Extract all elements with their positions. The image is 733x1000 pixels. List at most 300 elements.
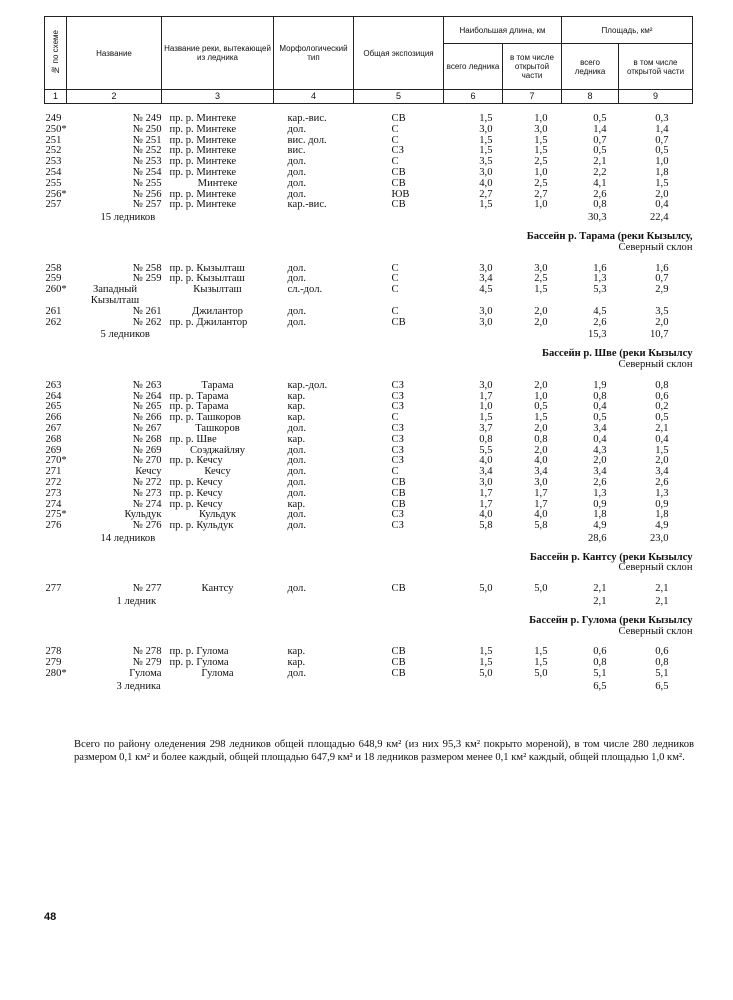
area-total-cell: 0,8 xyxy=(593,200,607,211)
river-cell: Соэджайляу xyxy=(189,445,246,456)
length-total-cell: 3,0 xyxy=(479,263,493,274)
area-open-cell: 1,3 xyxy=(655,488,669,499)
basin-heading-row xyxy=(45,224,693,243)
length-total-cell: 1,5 xyxy=(479,647,493,658)
scheme-no-cell: 258 xyxy=(45,263,62,274)
area-open-cell: 0,5 xyxy=(655,146,669,157)
river-cell: пр. р. Гулома xyxy=(169,658,229,669)
length-open-cell: 1,0 xyxy=(534,200,548,211)
morph-type-cell: дол. xyxy=(287,317,306,328)
area-total-cell: 0,5 xyxy=(593,114,607,124)
basin-heading: Бассейн р. Гулома (реки Кызылсу xyxy=(529,614,693,626)
river-cell: пр. р. Кечсу xyxy=(169,477,223,488)
area-total-cell: 0,4 xyxy=(593,402,607,413)
glacier-name-cell: № 262 xyxy=(132,317,162,328)
exposure-cell: СВ xyxy=(391,178,406,189)
area-open-cell: 5,1 xyxy=(655,669,669,680)
exposure-cell: СЗ xyxy=(391,434,404,445)
river-cell: пр. р. Минтеке xyxy=(169,189,237,200)
exposure-cell: СЗ xyxy=(391,380,404,391)
glacier-table xyxy=(44,16,693,693)
length-open-cell: 1,5 xyxy=(534,658,548,669)
morph-type-cell: дол. xyxy=(287,488,306,499)
table-row xyxy=(45,114,693,125)
length-open-cell: 5,0 xyxy=(534,584,548,595)
basin-heading-row xyxy=(45,608,693,627)
table-row xyxy=(45,157,693,168)
basin-heading: Бассейн р. Шве (реки Кызылсу xyxy=(541,348,693,360)
river-cell: Кечсу xyxy=(204,467,231,478)
length-open-cell: 3,0 xyxy=(534,124,548,135)
scheme-no-cell: 267 xyxy=(45,423,62,434)
table-row xyxy=(45,478,693,489)
morph-type-cell: кар. xyxy=(287,413,306,424)
exposure-cell: С xyxy=(391,135,399,146)
length-open-cell: 2,0 xyxy=(534,445,548,456)
scheme-no-cell: 274 xyxy=(45,499,62,510)
scheme-no-cell: 252 xyxy=(45,146,62,157)
scheme-no-cell: 253 xyxy=(45,157,62,168)
exposure-cell: СВ xyxy=(391,488,406,499)
glacier-name-cell: Кечсу xyxy=(135,467,162,478)
column-number: 8 xyxy=(562,90,619,104)
length-total-cell: 3,0 xyxy=(479,124,493,135)
scheme-no-cell: 271 xyxy=(45,467,62,478)
length-open-cell: 2,0 xyxy=(534,306,548,317)
glacier-name-cell: № 268 xyxy=(132,434,162,445)
scheme-no-cell: 260* xyxy=(45,285,67,296)
river-cell: пр. р. Кечсу xyxy=(169,456,223,467)
table-row xyxy=(45,413,693,424)
exposure-cell: С xyxy=(391,467,399,478)
length-total-cell: 1,5 xyxy=(479,658,493,669)
column-number: 6 xyxy=(444,90,503,104)
slope-heading-row xyxy=(45,243,693,264)
glacier-name-cell: № 272 xyxy=(132,477,162,488)
length-total-cell: 4,0 xyxy=(479,456,493,467)
area-total-cell: 2,1 xyxy=(593,157,607,168)
area-open-cell: 0,3 xyxy=(655,114,669,124)
morph-type-cell: кар. xyxy=(287,499,306,510)
header-length-group: Наибольшая длина, км xyxy=(444,17,562,44)
exposure-cell: С xyxy=(391,413,399,424)
area-total-cell: 4,5 xyxy=(593,306,607,317)
total-area: 28,6 xyxy=(587,532,607,544)
length-total-cell: 5,8 xyxy=(479,521,493,532)
area-total-cell: 1,4 xyxy=(593,124,607,135)
glacier-name-cell: № 264 xyxy=(132,391,162,402)
area-total-cell: 0,8 xyxy=(593,391,607,402)
exposure-cell: СВ xyxy=(391,584,406,595)
glacier-name-cell: Кульдук xyxy=(124,510,162,521)
header-area-group: Площадь, км² xyxy=(562,17,693,44)
table-row xyxy=(45,200,693,211)
table-row xyxy=(45,521,693,532)
glacier-name-cell: № 269 xyxy=(132,445,162,456)
glacier-name-cell: № 277 xyxy=(132,584,162,595)
slope-heading: Северный склон xyxy=(618,359,693,370)
area-open-cell: 0,8 xyxy=(655,380,669,391)
morph-type-cell: дол. xyxy=(287,423,306,434)
scheme-no-cell: 268 xyxy=(45,434,62,445)
section-total-row xyxy=(45,595,693,608)
river-cell: Гулома xyxy=(201,669,234,680)
area-open-cell: 0,5 xyxy=(655,413,669,424)
table-row xyxy=(45,307,693,318)
scheme-no-cell: 256* xyxy=(45,189,67,200)
area-total-cell: 1,6 xyxy=(593,263,607,274)
total-area: 15,3 xyxy=(587,329,607,341)
exposure-cell: СВ xyxy=(391,114,406,124)
column-number: 9 xyxy=(619,90,693,104)
morph-type-cell: дол. xyxy=(287,669,306,680)
exposure-cell: С xyxy=(391,124,399,135)
length-total-cell: 4,5 xyxy=(479,285,493,296)
table-row xyxy=(45,402,693,413)
glacier-name-cell: № 273 xyxy=(132,488,162,499)
length-open-cell: 1,0 xyxy=(534,114,548,124)
morph-type-cell: дол. xyxy=(287,178,306,189)
length-total-cell: 1,0 xyxy=(479,402,493,413)
scheme-no-cell: 272 xyxy=(45,477,62,488)
length-total-cell: 1,7 xyxy=(479,391,493,402)
morph-type-cell: дол. xyxy=(287,124,306,135)
length-open-cell: 2,0 xyxy=(534,380,548,391)
area-total-cell: 0,4 xyxy=(593,434,607,445)
slope-heading: Северный склон xyxy=(618,242,693,253)
area-total-cell: 2,2 xyxy=(593,167,607,178)
morph-type-cell: кар. xyxy=(287,391,306,402)
length-total-cell: 3,0 xyxy=(479,477,493,488)
exposure-cell: СЗ xyxy=(391,402,404,413)
basin-heading: Бассейн р. Тарама (реки Кызылсу, xyxy=(526,230,693,242)
area-total-cell: 3,4 xyxy=(593,423,607,434)
morph-type-cell: дол. xyxy=(287,510,306,521)
length-open-cell: 2,0 xyxy=(534,317,548,328)
length-total-cell: 4,0 xyxy=(479,178,493,189)
length-open-cell: 1,5 xyxy=(534,647,548,658)
length-total-cell: 3,0 xyxy=(479,317,493,328)
length-total-cell: 1,7 xyxy=(479,488,493,499)
morph-type-cell: кар.-вис. xyxy=(287,114,327,124)
header-area-total: всего ледника xyxy=(562,44,619,90)
river-cell: пр. р. Джилантор xyxy=(169,317,248,328)
area-total-cell: 3,4 xyxy=(593,467,607,478)
area-total-cell: 2,6 xyxy=(593,477,607,488)
table-row xyxy=(45,510,693,521)
area-open-cell: 1,8 xyxy=(655,167,669,178)
exposure-cell: СВ xyxy=(391,167,406,178)
area-open-cell: 1,5 xyxy=(655,445,669,456)
column-number: 3 xyxy=(162,90,274,104)
length-total-cell: 3,4 xyxy=(479,467,493,478)
area-open-cell: 2,6 xyxy=(655,477,669,488)
exposure-cell: СЗ xyxy=(391,445,404,456)
scheme-no-cell: 273 xyxy=(45,488,62,499)
column-number: 5 xyxy=(354,90,444,104)
table-row xyxy=(45,467,693,478)
total-area: 6,5 xyxy=(593,680,607,692)
column-number: 2 xyxy=(67,90,162,104)
length-total-cell: 5,0 xyxy=(479,669,493,680)
area-open-cell: 2,0 xyxy=(655,189,669,200)
area-open-cell: 0,6 xyxy=(655,647,669,658)
area-open-cell: 1,8 xyxy=(655,510,669,521)
area-total-cell: 5,3 xyxy=(593,285,607,296)
table-header xyxy=(45,17,693,104)
table-row xyxy=(45,456,693,467)
area-total-cell: 0,6 xyxy=(593,647,607,658)
river-cell: Кызылташ xyxy=(193,285,242,296)
morph-type-cell: кар.-дол. xyxy=(287,380,328,391)
header-name: Название xyxy=(67,17,162,90)
table-row xyxy=(45,435,693,446)
scheme-no-cell: 276 xyxy=(45,521,62,532)
area-open-cell: 4,9 xyxy=(655,521,669,532)
glacier-name-cell: № 249 xyxy=(132,114,162,124)
river-cell: пр. р. Кечсу xyxy=(169,499,223,510)
length-open-cell: 3,0 xyxy=(534,263,548,274)
header-length-open: в том числе открытой части xyxy=(503,44,562,90)
total-label: 14 ледников xyxy=(100,532,156,544)
length-open-cell: 0,5 xyxy=(534,402,548,413)
area-total-cell: 1,8 xyxy=(593,510,607,521)
area-total-cell: 0,9 xyxy=(593,499,607,510)
exposure-cell: ЮВ xyxy=(391,189,410,200)
page xyxy=(44,16,692,693)
glacier-name-cell: № 251 xyxy=(132,135,162,146)
river-cell: пр. р. Тарама xyxy=(169,391,229,402)
river-cell: пр. р. Минтеке xyxy=(169,114,237,124)
scheme-no-cell: 279 xyxy=(45,658,62,669)
glacier-name-cell: № 252 xyxy=(132,146,162,157)
scheme-no-cell: 266 xyxy=(45,413,62,424)
table-row xyxy=(45,424,693,435)
length-total-cell: 1,5 xyxy=(479,200,493,211)
length-total-cell: 2,7 xyxy=(479,189,493,200)
table-row xyxy=(45,658,693,669)
length-open-cell: 5,8 xyxy=(534,521,548,532)
area-open-cell: 0,4 xyxy=(655,434,669,445)
length-open-cell: 2,7 xyxy=(534,189,548,200)
table-row xyxy=(45,446,693,457)
table-row xyxy=(45,125,693,136)
area-total-cell: 2,1 xyxy=(593,584,607,595)
length-total-cell: 5,0 xyxy=(479,584,493,595)
length-open-cell: 1,5 xyxy=(534,413,548,424)
area-open-cell: 3,5 xyxy=(655,306,669,317)
length-open-cell: 1,7 xyxy=(534,488,548,499)
area-open-cell: 0,6 xyxy=(655,391,669,402)
glacier-name-cell: № 257 xyxy=(132,200,162,211)
length-total-cell: 1,5 xyxy=(479,146,493,157)
table-row xyxy=(45,179,693,190)
scheme-no-cell: 269 xyxy=(45,445,62,456)
river-cell: пр. р. Тарама xyxy=(169,402,229,413)
glacier-name-cell: № 274 xyxy=(132,499,162,510)
morph-type-cell: дол. xyxy=(287,274,306,285)
table-row xyxy=(45,190,693,201)
exposure-cell: СЗ xyxy=(391,456,404,467)
header-scheme-no: № по схеме xyxy=(45,17,67,90)
length-total-cell: 1,5 xyxy=(479,413,493,424)
area-total-cell: 4,3 xyxy=(593,445,607,456)
glacier-name-cell: № 259 xyxy=(132,274,162,285)
area-open-cell: 2,0 xyxy=(655,456,669,467)
area-total-cell: 0,7 xyxy=(593,135,607,146)
length-open-cell: 1,5 xyxy=(534,146,548,157)
slope-heading-row xyxy=(45,563,693,584)
table-row xyxy=(45,146,693,157)
exposure-cell: С xyxy=(391,285,399,296)
length-open-cell: 1,5 xyxy=(534,135,548,146)
area-total-cell: 0,8 xyxy=(593,658,607,669)
morph-type-cell: дол. xyxy=(287,445,306,456)
total-label: 5 ледников xyxy=(100,329,150,341)
section-total-row xyxy=(45,532,693,545)
morph-type-cell: кар.-вис. xyxy=(287,200,327,211)
morph-type-cell: дол. xyxy=(287,263,306,274)
section-total-row xyxy=(45,328,693,341)
river-cell: пр. р. Кызылташ xyxy=(169,274,245,285)
exposure-cell: СЗ xyxy=(391,391,404,402)
exposure-cell: СВ xyxy=(391,499,406,510)
scheme-no-cell: 251 xyxy=(45,135,62,146)
glacier-name-cell: Гулома xyxy=(129,669,162,680)
length-open-cell: 1,7 xyxy=(534,499,548,510)
total-area: 2,1 xyxy=(593,596,607,608)
area-open-cell: 3,4 xyxy=(655,467,669,478)
morph-type-cell: дол. xyxy=(287,477,306,488)
glacier-name-cell: № 279 xyxy=(132,658,162,669)
morph-type-cell: сл.-дол. xyxy=(287,285,323,296)
exposure-cell: СВ xyxy=(391,477,406,488)
summary-footnote: Всего по району оледенения 298 ледников общей площадью 648,9 км² (из них 95,3 км² покрыто мореной), в том числе 280 ледников размером 0,1 км² и более каждый, общей площадью 647,9 км² и 18 ледников размером менее 0,1 км² каждый, общей площадью 1,0 км². xyxy=(74,739,694,763)
basin-heading-row xyxy=(45,341,693,360)
area-open-cell: 0,2 xyxy=(655,402,669,413)
table-row xyxy=(45,264,693,275)
morph-type-cell: кар. xyxy=(287,434,306,445)
exposure-cell: С xyxy=(391,306,399,317)
area-open-cell: 0,7 xyxy=(655,274,669,285)
scheme-no-cell: 264 xyxy=(45,391,62,402)
area-open-cell: 2,9 xyxy=(655,285,669,296)
scheme-no-cell: 275* xyxy=(45,510,67,521)
river-cell: Кантсу xyxy=(201,584,234,595)
table-row xyxy=(45,318,693,329)
glacier-name-cell: № 265 xyxy=(132,402,162,413)
basin-heading: Бассейн р. Кантсу (реки Кызылсу xyxy=(529,551,693,563)
exposure-cell: СЗ xyxy=(391,510,404,521)
exposure-cell: СВ xyxy=(391,317,406,328)
scheme-no-cell: 270* xyxy=(45,456,67,467)
total-area-open: 10,7 xyxy=(649,329,669,341)
scheme-no-cell: 249 xyxy=(45,114,62,124)
scheme-no-cell: 254 xyxy=(45,167,62,178)
total-area-open: 6,5 xyxy=(655,680,669,692)
slope-heading: Северный склон xyxy=(618,626,693,637)
length-total-cell: 3,0 xyxy=(479,380,493,391)
length-open-cell: 2,5 xyxy=(534,274,548,285)
exposure-cell: СВ xyxy=(391,200,406,211)
total-area-open: 2,1 xyxy=(655,596,669,608)
table-row xyxy=(45,168,693,179)
area-open-cell: 0,9 xyxy=(655,499,669,510)
scheme-no-cell: 255 xyxy=(45,178,62,189)
exposure-cell: СЗ xyxy=(391,146,404,157)
column-number: 1 xyxy=(45,90,67,104)
morph-type-cell: вис. xyxy=(287,146,306,157)
exposure-cell: СЗ xyxy=(391,423,404,434)
morph-type-cell: дол. xyxy=(287,467,306,478)
morph-type-cell: дол. xyxy=(287,521,306,532)
length-total-cell: 3,0 xyxy=(479,306,493,317)
area-open-cell: 2,1 xyxy=(655,584,669,595)
river-cell: Кульдук xyxy=(198,510,237,521)
table-row xyxy=(45,584,693,595)
page-number: 48 xyxy=(44,911,57,923)
glacier-name-cell: № 254 xyxy=(132,167,162,178)
river-cell: пр. р. Минтеке xyxy=(169,167,237,178)
area-total-cell: 0,5 xyxy=(593,413,607,424)
slope-heading-row xyxy=(45,627,693,648)
slope-heading: Северный склон xyxy=(618,563,693,574)
header-morph-type: Морфологический тип xyxy=(274,17,354,90)
river-cell: пр. р. Минтеке xyxy=(169,135,237,146)
length-open-cell: 3,0 xyxy=(534,477,548,488)
length-total-cell: 4,0 xyxy=(479,510,493,521)
scheme-no-cell: 278 xyxy=(45,647,62,658)
exposure-cell: С xyxy=(391,157,399,168)
length-open-cell: 4,0 xyxy=(534,510,548,521)
area-total-cell: 0,5 xyxy=(593,146,607,157)
header-exposure: Общая экспозиция xyxy=(354,17,444,90)
length-open-cell: 2,5 xyxy=(534,178,548,189)
scheme-no-cell: 263 xyxy=(45,380,62,391)
table-row xyxy=(45,392,693,403)
area-total-cell: 2,0 xyxy=(593,456,607,467)
table-row xyxy=(45,647,693,658)
area-open-cell: 1,6 xyxy=(655,263,669,274)
glacier-name-cell: № 267 xyxy=(132,423,162,434)
table-row xyxy=(45,669,693,680)
total-area-open: 23,0 xyxy=(649,532,669,544)
morph-type-cell: кар. xyxy=(287,647,306,658)
table-row xyxy=(45,136,693,147)
morph-type-cell: дол. xyxy=(287,584,306,595)
area-open-cell: 1,0 xyxy=(655,157,669,168)
length-total-cell: 0,8 xyxy=(479,434,493,445)
total-label: 15 ледников xyxy=(100,212,156,224)
area-total-cell: 2,6 xyxy=(593,189,607,200)
total-area-open: 22,4 xyxy=(649,212,669,224)
area-open-cell: 0,8 xyxy=(655,658,669,669)
scheme-no-cell: 262 xyxy=(45,317,62,328)
area-total-cell: 4,1 xyxy=(593,178,607,189)
river-cell: Тарама xyxy=(201,380,234,391)
glacier-name-cell: № 266 xyxy=(132,413,162,424)
exposure-cell: СЗ xyxy=(391,521,404,532)
river-cell: пр. р. Кызылташ xyxy=(169,263,245,274)
length-open-cell: 2,0 xyxy=(534,423,548,434)
river-cell: Минтеке xyxy=(197,178,238,189)
area-open-cell: 0,4 xyxy=(655,200,669,211)
area-total-cell: 5,1 xyxy=(593,669,607,680)
spacer-row xyxy=(45,104,693,115)
exposure-cell: СВ xyxy=(391,647,406,658)
river-cell: пр. р. Кечсу xyxy=(169,488,223,499)
exposure-cell: С xyxy=(391,274,399,285)
